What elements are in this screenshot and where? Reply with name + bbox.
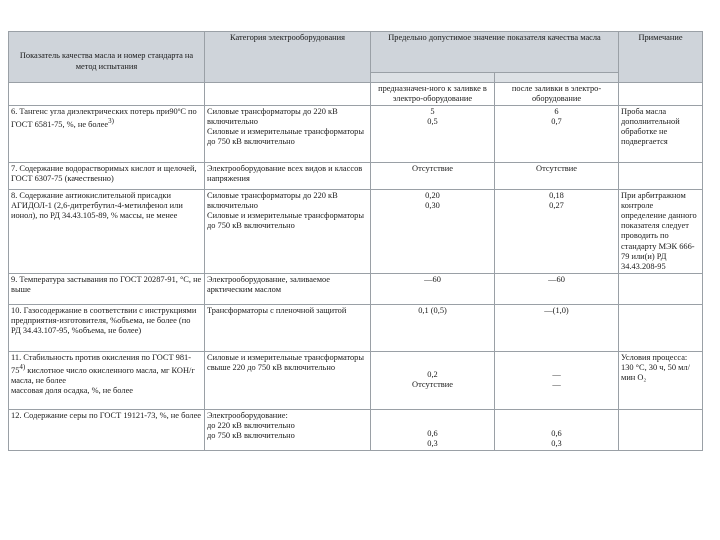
header-after-fill [495,73,619,83]
subheader-before: предназначен-ного к заливке в электро-оборудование [371,83,495,106]
row-indicator: 9. Температура застывания по ГОСТ 20287-91, °С, не выше [9,273,205,304]
header-category: Категория электрооборудования [205,32,371,83]
row-after: 0,18 0,27 [495,190,619,274]
row-category: Силовые трансформаторы до 220 кВ включительно Силовые и измерительные трансформаторы до 750 кВ включительно [205,106,371,163]
table-row [9,163,703,190]
row-indicator: 10. Газосодержание в соответствии с инструкциями предприятия-изготовителя, %объема, не более (по РД 34.43.107-95, %объема, не более) [9,304,205,351]
row-before: 0,20 0,30 [371,190,495,274]
table-row [9,304,703,351]
row-note [619,163,703,190]
table-row [9,106,703,163]
row-before: 0,2 Отсутствие [371,351,495,409]
row-before: —60 [371,273,495,304]
table-subheader-text-row [9,83,703,106]
row-category: Электрооборудование, заливаемое арктическим маслом [205,273,371,304]
row-before: 0,6 0,3 [371,409,495,450]
table-row [9,273,703,304]
row-category: Трансформаторы с пленочной защитой [205,304,371,351]
row-category: Силовые трансформаторы до 220 кВ включительно Силовые и измерительные трансформаторы до 750 кВ включительно [205,190,371,274]
row-indicator: 7. Содержание водорастворимых кислот и щелочей, ГОСТ 6307-75 (качественно) [9,163,205,190]
row-note: Условия процесса: 130 °С, 30 ч, 50 мл/мин О₂ [619,351,703,409]
row-note [619,409,703,450]
row-before: Отсутствие [371,163,495,190]
row-indicator: 12. Содержание серы по ГОСТ 19121-73, %, не более [9,409,205,450]
row-before: 0,1 (0,5) [371,304,495,351]
table-row [9,190,703,274]
row-indicator: 11. Стабильность против окисления по ГОСТ 981-75$^{4)}$ кислотное число окисленного масла, мг КОН/г масла, не более массовая доля осадка, %, не более [9,351,205,409]
row-indicator: 6. Тангенс угла диэлектрических потерь при90ºС по ГОСТ 6581-75, %, не более$^{3)}$ [9,106,205,163]
header-limit-value: Предельно допустимое значение показателя качества масла [371,32,619,73]
row-note: При арбитражном контроле определение данного показателя следует проводить по стандарту МЭК 666-79 или(и) РД 34.43.208-95 [619,190,703,274]
header-before-fill [371,73,495,83]
row-after: 6 0,7 [495,106,619,163]
table-header-row [9,32,703,73]
table-row [9,351,703,409]
row-note [619,304,703,351]
header-note: Примечание [619,32,703,83]
oil-quality-table [8,31,703,451]
row-category: Электрооборудование: до 220 кВ включительно до 750 кВ включительно [205,409,371,450]
row-category: Силовые и измерительные трансформаторы свыше 220 до 750 кВ включительно [205,351,371,409]
row-indicator: 8. Содержание антиокислительной присадки АГИДОЛ-1 (2,6-дитретбутил-4-метилфенол или ионол), по РД 34.43.105-89, % массы, не менее [9,190,205,274]
row-after: Отсутствие [495,163,619,190]
row-before: 5 0,5 [371,106,495,163]
table-row [9,409,703,450]
subheader-after: после заливки в электро-оборудование [495,83,619,106]
row-note [619,273,703,304]
row-after: 0,6 0,3 [495,409,619,450]
row-category: Электрооборудование всех видов и классов напряжения [205,163,371,190]
row-note: Проба масла дополнительной обработке не подвергается [619,106,703,163]
row-after: — — [495,351,619,409]
row-after: —60 [495,273,619,304]
row-after: —(1,0) [495,304,619,351]
header-indicator: Показатель качества масла и номер стандарта на метод испытания [9,32,205,83]
